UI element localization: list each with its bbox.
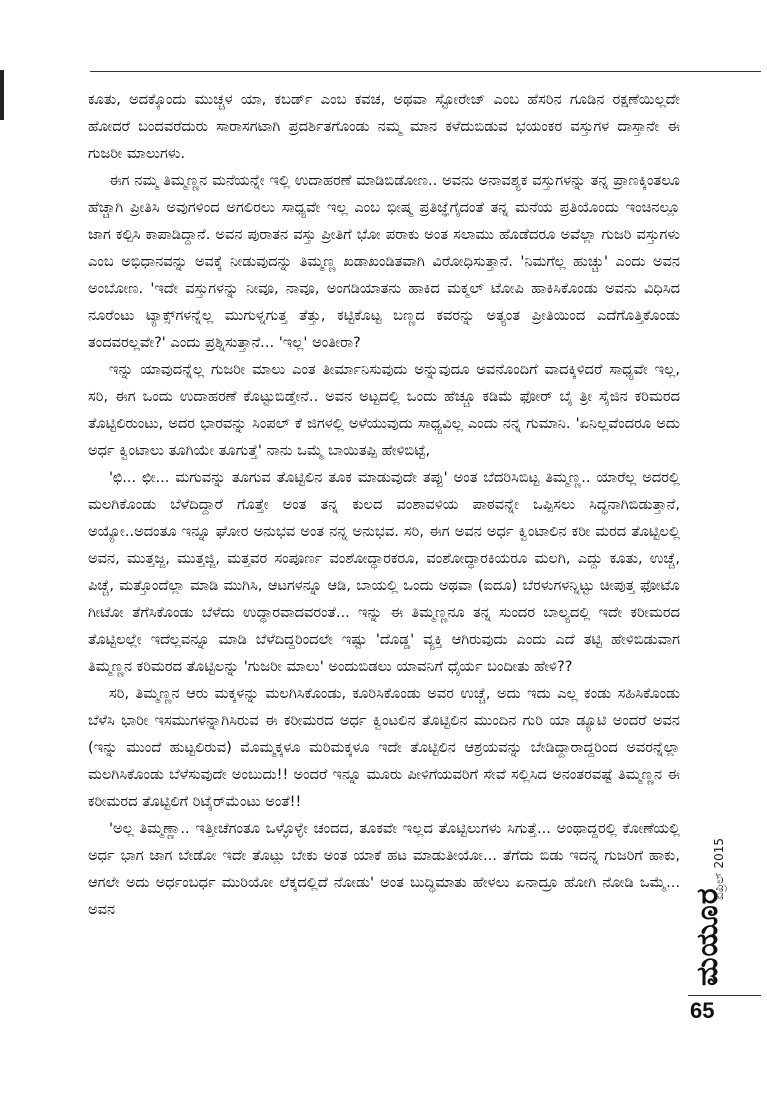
magazine-logo: ಮಯೂರ (690, 887, 725, 986)
page-edge-mark (0, 70, 4, 120)
page-number: 65 (690, 998, 715, 1023)
article-paragraph: 'ಅಲ್ಲ ತಿಮ್ಮಣ್ಣಾ.. ಇತ್ತೀಚೆಗಂತೂ ಒಳ್ಳೊಳ್ಳೇ ಚಂದದ, ತೂಕವೇ ಇಲ್ಲದ ತೊಟ್ಟಿಲುಗಳು ಸಿಗುತ್ತೆ... ಅಂಥಾದ್ದರಲ್ಲಿ ಕೋಣೆಯಲ್ಲಿ ಅರ್ಧ ಭಾಗ ಜಾಗ ಬೇಡೋ ಇದೇ ತೊಟ್ಲು ಬೇಕು ಅಂತ ಯಾಕೆ ಹಟ ಮಾಡುತೀಯೋ... ತೆಗೆದು ಬಿಡು ಇದನ್ನ ಗುಜರಿಗೆ ಹಾಕು, ಆಗಲೇ ಅದು ಅರ್ಧಂಬರ್ಧ ಮುರಿಯೋ ಲೆಕ್ಕದಲ್ಲಿದೆ ನೋಡು' ಅಂತ ಬುದ್ಧಿಮಾತು ಹೇಳಲು ಏನಾದ್ರೂ ಹೋಗಿ ನೋಡಿ ಒಮ್ಮೆ... ಅವನ (88, 820, 680, 918)
issue-date: ಏಪ್ರಿಲ್ 2015 (712, 838, 726, 900)
footer-rule (688, 995, 761, 996)
header-rule (90, 71, 761, 72)
article-paragraph: ಸರಿ, ತಿಮ್ಮಣ್ಣನ ಆರು ಮಕ್ಕಳನ್ನು ಮಲಗಿಸಿಕೊಂಡು, ಕೂರಿಸಿಕೊಂಡು ಅವರ ಉಚ್ಚೆ, ಅದು ಇದು ಎಲ್ಲ ಕಂಡು ಸಹಿಸಿಕೊಂಡು ಬೆಳೆಸಿ ಭಾರೀ ಇಸಮುಗಳನ್ನಾಗಿಸಿರುವ ಈ ಕರೀಮರದ ಅರ್ಧ ಕ್ವಿಂಟಲಿನ ತೊಟ್ಟಿಲಿನ ಮುಂದಿನ ಗುರಿ ಯಾ ಡ್ಯೂಟಿ ಅಂದರೆ ಅವನ (ಇನ್ನು ಮುಂದೆ ಹುಟ್ಟಲಿರುವ) ಮೊಮ್ಮಕ್ಕಳೂ ಮರಿಮಕ್ಕಳೂ ಇದೇ ತೊಟ್ಟಿಲಿನ ಆಶ್ರಯವನ್ನು ಬೇಡಿದ್ದಾರಾದ್ದರಿಂದ ಅವರನ್ನೆಲ್ಲಾ ಮಲಗಿಸಿಕೊಂಡು ಬೆಳೆಸುವುದೇ ಅಂಬುದು!! ಅಂದರೆ ಇನ್ನೂ ಮೂರು ಪೀಳಿಗೆಯವರಿಗೆ ಸೇವೆ ಸಲ್ಲಿಸಿದ ಅನಂತರವಷ್ಟೆ ತಿಮ್ಮಣ್ಣನ ಈ ಕರೀಮರದ ತೊಟ್ಟಿಲಿಗೆ ರಿಟೈರ್‌ಮೆಂಟು ಅಂತೆ!! (88, 685, 680, 810)
article-paragraph: ಇನ್ನು ಯಾವುದನ್ನೆಲ್ಲ ಗುಜರೀ ಮಾಲು ಎಂತ ತೀರ್ಮಾನಿಸುವುದು ಅನ್ನುವುದೂ ಅವನೊಂದಿಗೆ ವಾದಕ್ಕಿಳಿದರೆ ಸಾಧ್ಯವೇ ಇಲ್ಲ, ಸರಿ, ಈಗ ಒಂದು ಉದಾಹರಣೆ ಕೊಟ್ಟುಬಿಡ್ತೇನೆ.. ಅವನ ಅಟ್ಟದಲ್ಲಿ ಒಂದು ಹೆಚ್ಚೂ ಕಡಿಮೆ ಫೋರ್ ಬೈ ತ್ರೀ ಸೈಜಿನ ಕರಿಮರದ ತೊಟ್ಟಿಲಿರುಂಟು, ಅದರ ಭಾರವನ್ನು ಸಿಂಪಲ್ ಕೆ ಜಿಗಳಲ್ಲಿ ಅಳೆಯುವುದು ಸಾಧ್ಯವಿಲ್ಲ ಎಂದು ನನ್ನ ಗುಮಾನಿ. 'ಏನಿಲ್ಲವೆಂದರೂ ಅದು ಅರ್ಧ ಕ್ವಿಂಟಾಲು ತೂಗಿಯೇ ತೂಗುತ್ತೆ' ನಾನು ಒಮ್ಮೆ ಬಾಯಿತಪ್ಪಿ ಹೇಳಿಬಿಟ್ಟೆ, (88, 361, 680, 459)
article-body (88, 86, 680, 923)
article-paragraph: 'ಛಿ... ಛೀ... ಮಗುವನ್ನು ತೂಗುವ ತೊಟ್ಟಿಲಿನ ತೂಕ ಮಾಡುವುದೇ ತಪ್ಪು' ಅಂತ ಬೆದರಿಸಿಬಿಟ್ಟ ತಿಮ್ಮಣ್ಣ.. ಯಾರೆಲ್ಲ ಅದರಲ್ಲಿ ಮಲಗಿಕೊಂಡು ಬೆಳೆದಿದ್ದಾರೆ ಗೊತ್ತೇ ಅಂತ ತನ್ನ ಕುಲದ ವಂಶಾವಳಿಯ ಪಾಠವನ್ನೇ ಒಪ್ಪಿಸಲು ಸಿದ್ಧನಾಗಿಬಿಡುತ್ತಾನೆ, ಅಯ್ಯೋ..ಅದಂತೂ ಇನ್ನೂ ಘೋರ ಅನುಭವ ಅಂತ ನನ್ನ ಅನುಭವ. ಸರಿ, ಈಗ ಅವನ ಅರ್ಧ ಕ್ವಿಂಟಾಲಿನ ಕರೀ ಮರದ ತೊಟ್ಟಿಲಲ್ಲಿ ಅವನ, ಮುತ್ತಜ್ಜ, ಮುತ್ತಜ್ಜಿ, ಮತ್ತವರ ಸಂಪೂರ್ಣ ವಂಶೋದ್ಧಾರಕರೂ, ವಂಶೋದ್ಧಾರಕಿಯರೂ ಮಲಗಿ, ಎದ್ದು ಕೂತು, ಉಚ್ಚೆ, ಪಿಚ್ಚೆ, ಮತ್ತೊಂದೆಲ್ಲಾ ಮಾಡಿ ಮುಗಿಸಿ, ಆಟಗಳನ್ನೂ ಆಡಿ, ಬಾಯಲ್ಲಿ ಒಂದು ಅಥವಾ (ಐದೂ) ಬೆರಳುಗಳನ್ನಿಟ್ಟು ಚೀಪುತ್ತ ಫೋಟೊ ಗೀಟೋ ತೆಗೆಸಿಕೊಂಡು ಬೆಳೆದು ಉದ್ಧಾರವಾದವರಂತೆ... ಇನ್ನು ಈ ತಿಮ್ಮಣ್ಣನೂ ತನ್ನ ಸುಂದರ ಬಾಲ್ಯದಲ್ಲಿ ಇದೇ ಕರೀಮರದ ತೊಟ್ಟಿಲಲ್ಲೇ ಇದೆಲ್ಲವನ್ನೂ ಮಾಡಿ ಬೆಳೆದಿದ್ದರಿಂದಲೇ ಇಷ್ಟು 'ದೊಡ್ಡ' ವ್ಯಕ್ತಿ ಆಗಿರುವುದು ಎಂದು ಎದೆ ತಟ್ಟಿ ಹೇಳಿಬಿಡುವಾಗ ತಿಮ್ಮಣ್ಣನ ಕರಿಮರದ ತೊಟ್ಟಿಲನ್ನು 'ಗುಜರೀ ಮಾಲು' ಅಂದುಬಿಡಲು ಯಾವನಿಗೆ ಧೈರ್ಯ ಬಂದೀತು ಹೇಳಿ?? (88, 469, 680, 675)
article-paragraph: ಕೂತು, ಅದಕ್ಕೊಂದು ಮುಚ್ಚಳ ಯಾ, ಕಬರ್ಡ್ ಎಂಬ ಕವಚ, ಅಥವಾ ಸ್ಟೋರೇಜ್ ಎಂಬ ಹೆಸರಿನ ಗೂಡಿನ ರಕ್ಷಣೆಯಿಲ್ಲದೇ ಹೋದರೆ ಬಂದವರೆದುರು ಸಾರಾಸಗಟಾಗಿ ಪ್ರದರ್ಶಿತಗೊಂಡು ನಮ್ಮ ಮಾನ ಕಳೆದುಬಿಡುವ ಭಯಂಕರ ವಸ್ತುಗಳ ದಾಸ್ತಾನೇ ಈ ಗುಜರೀ ಮಾಲುಗಳು. (88, 91, 680, 162)
article-paragraph: ಈಗ ನಮ್ಮ ತಿಮ್ಮಣ್ಣನ ಮನೆಯನ್ನೇ ಇಲ್ಲಿ ಉದಾಹರಣೆ ಮಾಡಿಬಿಡೋಣ.. ಅವನು ಅನಾವಶ್ಯಕ ವಸ್ತುಗಳನ್ನು ತನ್ನ ಪ್ರಾಣಕ್ಕಿಂತಲೂ ಹೆಚ್ಚಾಗಿ ಪ್ರೀತಿಸಿ ಅವುಗಳಿಂದ ಅಗಲಿರಲು ಸಾಧ್ಯವೇ ಇಲ್ಲ ಎಂಬ ಭೀಷ್ಮ ಪ್ರತಿಜ್ಞೆಗೈದಂತೆ ತನ್ನ ಮನೆಯ ಪ್ರತಿಯೊಂದು ಇಂಚಿನಲ್ಲೂ ಜಾಗ ಕಲ್ಪಿಸಿ ಕಾಪಾಡಿದ್ದಾನೆ. ಅವನ ಪುರಾತನ ವಸ್ತು ಪ್ರೀತಿಗೆ ಭೋ ಪರಾಕು ಅಂತ ಸಲಾಮು ಹೊಡೆದರೂ ಅವೆಲ್ಲಾ ಗುಜರಿ ವಸ್ತುಗಳು ಎಂಬ ಅಭಿಧಾನವನ್ನು ಅವಕ್ಕೆ ನೀಡುವುದನ್ನು ತಿಮ್ಮಣ್ಣ ಖಡಾಖಂಡಿತವಾಗಿ ವಿರೋಧಿಸುತ್ತಾನೆ. 'ನಿಮಗೆಲ್ಲ ಹುಚ್ಚು' ಎಂದು ಅವನ ಅಂಬೋಣ. 'ಇದೇ ವಸ್ತುಗಳನ್ನು ನೀವೂ, ನಾವೂ, ಅಂಗಡಿಯಾತನು ಹಾಕಿದ ಮಕ್ಮಲ್ ಟೋಪಿ ಹಾಕಿಸಿಕೊಂಡು ಅವನು ವಿಧಿಸಿದ ನೂರೆಂಟು ಟ್ಯಾಕ್ಸ್‌ಗಳನ್ನೆಲ್ಲ ಮುಗುಳ್ನಗುತ್ತ ತೆತ್ತು, ಕಟ್ಟಿಕೊಟ್ಟ ಬಣ್ಣದ ಕವರನ್ನು ಅತ್ಯಂತ ಪ್ರೀತಿಯಿಂದ ಎದೆಗೊತ್ತಿಕೊಂಡು ತಂದವರಲ್ಲವೇ?' ಎಂದು ಪ್ರಶ್ನಿಸುತ್ತಾನೆ... 'ಇಲ್ಲ' ಅಂತೀರಾ? (88, 172, 680, 351)
